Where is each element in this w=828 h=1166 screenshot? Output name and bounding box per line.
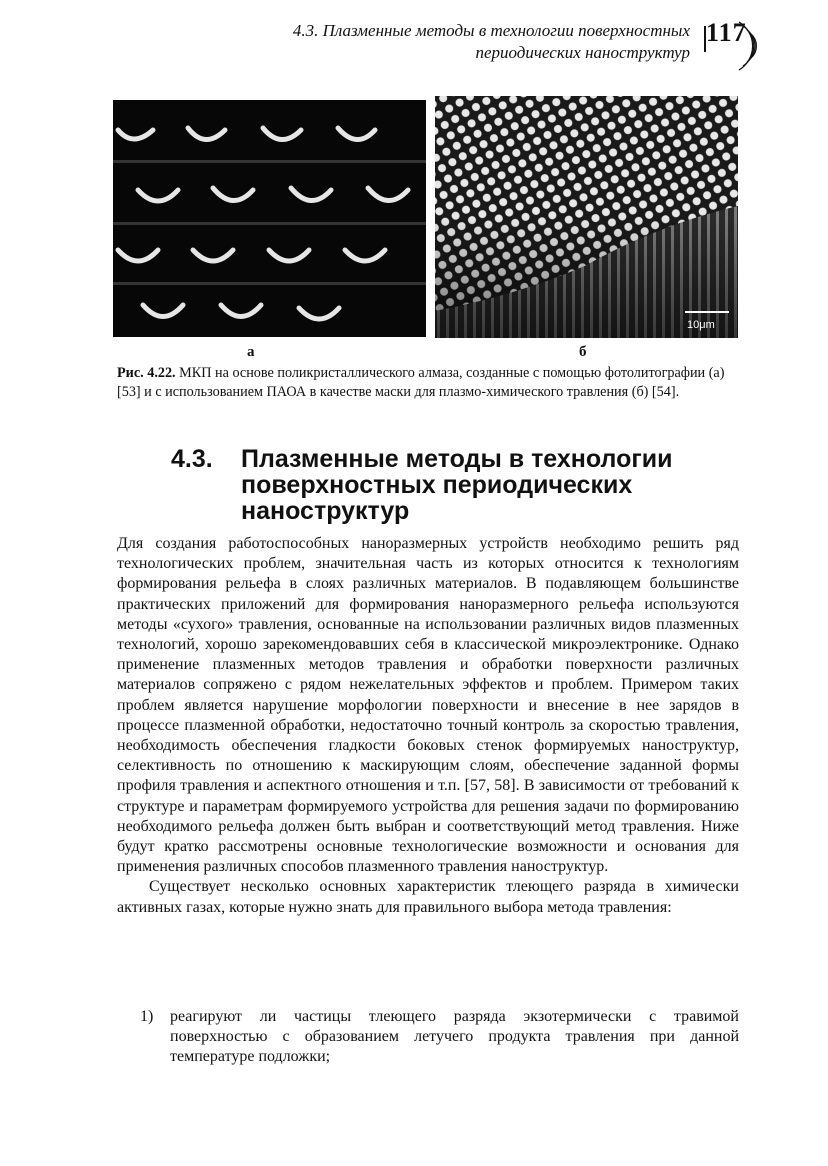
section-heading (171, 446, 731, 524)
section-number: 4.3. (171, 445, 213, 473)
list-item-number: 1) (140, 1008, 154, 1025)
figure-label-a: а (247, 344, 255, 360)
figure-label-b: б (579, 344, 587, 360)
page-corner-ornament (735, 20, 771, 72)
figure-image-b (435, 96, 738, 338)
section-title: Плазменные методы в технологии поверхностных периодических наноструктур (241, 445, 673, 525)
running-title-line1: 4.3. Плазменные методы в технологии поверхностных (292, 21, 690, 40)
numbered-list (140, 1007, 739, 1068)
paragraph-1: Для создания работоспособных наноразмерных устройств необходимо решить ряд технологических проблем, значительная часть из которых относится к технологиям формирования рельефа в слоях различных материалов. В подавляющем большинстве практических приложений для формирования наноразмерного рельефа используются методы «сухого» травления, основанные на использовании различных видов плазменных технологий, хорошо зарекомендовавших себя в классической микроэлектронике. Однако применение плазменных методов травления и обработки поверхности различных материалов сопряжено с рядом нежелательных эффектов и проблем. Примером таких проблем является нарушение морфологии поверхности и внесение в нее зарядов в процессе плазменной обработки, недостаточно точный контроль за скоростью травления, необходимость обеспечения гладкости боковых стенок формируемых наноструктур, селективность по отношению к маскирующим слоям, обеспечение заданной формы профиля травления и аспектного отношения и т.п. [57, 58]. В зависимости от требований к структуре и параметрам формируемого устройства для решения задачи по формированию необходимого рельефа должен быть выбран и соответствующий метод травления. Ниже будут кратко рассмотрены основные технологические возможности и основания для применения различных способов плазменного травления наноструктур. (117, 535, 739, 876)
caption-text: МКП на основе поликристаллического алмаза, созданные с помощью фотолитографии (а) [53] и с использованием ПАОА в качестве маски для плазмо-химического травления (б) [54]. (117, 365, 725, 400)
list-item-text: реагируют ли частицы тлеющего разряда экзотермически с травимой поверхностью с образованием летучего продукта травления при данной температуре подложки; (170, 1008, 739, 1066)
scale-bar-label: 10μm (687, 319, 715, 331)
page-number: 117 (706, 18, 747, 47)
figure-image-a (113, 100, 426, 337)
figure-caption (117, 364, 739, 402)
running-title-line2: периодических наноструктур (475, 43, 690, 62)
caption-lead: Рис. 4.22. (117, 365, 176, 381)
body-text (117, 534, 739, 918)
running-header (200, 20, 690, 64)
paragraph-2: Существует несколько основных характеристик тлеющего разряда в химически активных газах, которые нужно знать для правильного выбора метода травления: (117, 878, 739, 916)
